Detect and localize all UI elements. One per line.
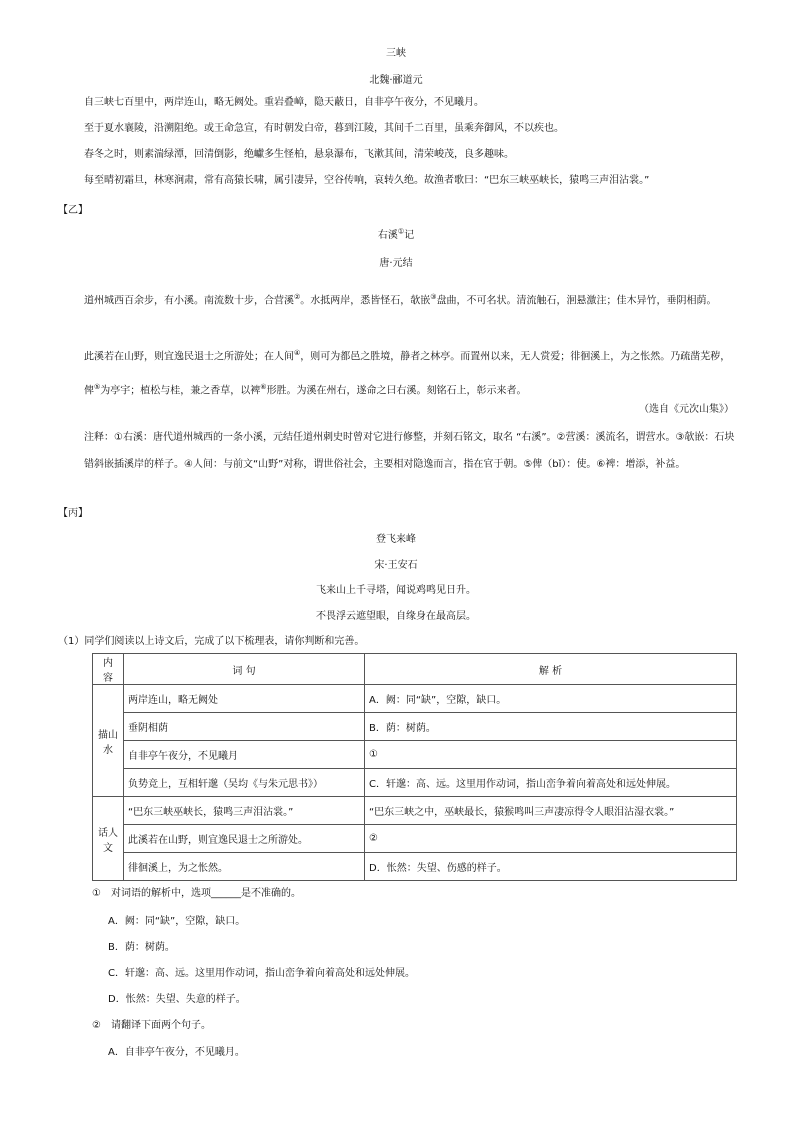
phrase-cell: 自非亭午夜分，不见曦月: [124, 741, 365, 769]
option-a: A．阙：同“缺”，空隙，缺口。: [108, 916, 246, 927]
answer-blank[interactable]: ______: [210, 888, 241, 899]
analysis-cell: “巴东三峡之中，巫峡最长，猿猴鸣叫三声凄凉得令人眼泪沾湿衣裳。”: [365, 797, 737, 825]
jia-paragraph-2: 至于夏水襄陵，沿溯阻绝。或王命急宣，有时朝发白帝，暮到江陵，其间千二百里，虽乘奔御风，不以疾也。: [84, 123, 564, 134]
phrase-cell: “巴东三峡巫峡长，猿鸣三声泪沾裳。”: [124, 797, 365, 825]
analysis-cell: ②: [365, 825, 737, 853]
bing-line-2: 不畏浮云遮望眼，自缘身在最高层。: [316, 611, 476, 622]
analysis-cell: C．轩邈：高、远。这里用作动词，指山峦争着向着高处和远处伸展。: [365, 769, 737, 797]
sub-question-1: ① 对词语的解析中，选项______是不准确的。: [92, 888, 301, 899]
category-cell: 描山水: [93, 685, 124, 797]
option-d: D．怅然：失望、失意的样子。: [108, 994, 246, 1005]
phrase-cell: 两岸连山，略无阙处: [124, 685, 365, 713]
sub-question-2: ② 请翻译下面两个句子。: [92, 1020, 211, 1031]
table-row: [93, 685, 737, 713]
phrase-cell: 徘徊溪上，为之怅然。: [124, 853, 365, 881]
bing-line-1: 飞来山上千寻塔，闻说鸡鸣见日升。: [316, 585, 476, 596]
table-header-row: [93, 654, 737, 685]
section-label-yi: 【乙】: [58, 205, 88, 216]
yi-author: 唐·元结: [379, 258, 413, 269]
header-content: 内 容: [93, 654, 124, 685]
table-row: [93, 741, 737, 769]
jia-paragraph-1: 自三峡七百里中，两岸连山，略无阙处。重岩叠嶂，隐天蔽日，自非亭午夜分，不见曦月。: [84, 97, 484, 108]
header-analysis: 解 析: [365, 654, 737, 685]
analysis-cell: B．荫：树荫。: [365, 713, 737, 741]
yi-paragraph-1: 道州城西百余步，有小溪。南流数十步，合营溪②。水抵两岸，悉皆怪石，欹嵌③盘曲，不可名状。清流触石，洄悬激注；佳木异竹，垂阴相荫。: [84, 293, 717, 307]
jia-author: 北魏·郦道元: [369, 75, 423, 86]
jia-paragraph-4: 每至晴初霜旦，林寒涧肃，常有高猿长啸，属引凄异，空谷传响，哀转久绝。故渔者歌曰：“巴东三峡巫峡长，猿鸣三声泪沾裳。”: [84, 175, 650, 186]
analysis-cell: A．阙：同“缺”，空隙，缺口。: [365, 685, 737, 713]
jia-paragraph-3: 春冬之时，则素湍绿潭，回清倒影，绝巘多生怪柏，悬泉瀑布，飞漱其间，清荣峻茂，良多趣味。: [84, 149, 514, 160]
question-stem: （1）同学们阅读以上诗文后，完成了以下梳理表，请你判断和完善。: [58, 636, 365, 647]
option-b: B．荫：树荫。: [108, 942, 175, 953]
table-row: [93, 797, 737, 825]
bing-author: 宋·王安石: [374, 560, 418, 571]
phrase-cell: 垂阴相荫: [124, 713, 365, 741]
category-cell: 话人文: [93, 797, 124, 881]
translate-sentence-a: A．自非亭午夜分，不见曦月。: [108, 1047, 245, 1058]
jia-title: 三峡: [386, 48, 406, 59]
analysis-table: [92, 653, 737, 881]
section-label-bing: 【丙】: [58, 508, 88, 519]
table-row: [93, 713, 737, 741]
note-marker: ①: [397, 227, 405, 236]
phrase-cell: 负势竞上，互相轩邈（吴均《与朱元思书》）: [124, 769, 365, 797]
yi-source: （选自《元次山集》）: [639, 404, 734, 415]
option-c: C．轩邈：高、远。这里用作动词，指山峦争着向着高处和远处伸展。: [108, 968, 415, 979]
analysis-cell: ①: [365, 741, 737, 769]
yi-paragraph-2: 此溪若在山野，则宜逸民退士之所游处；在人间④，则可为都邑之胜境，静者之林亭。而置州以来，无人赏爱；徘徊溪上，为之怅然。乃疏凿芜秽，俾⑤为亭宇；植松与桂，兼之香草，以裨⑥形胜。为溪在州右，遂命之曰右溪。刻铭石上，彰示来者。: [84, 349, 731, 397]
analysis-cell: D．怅然：失望、伤感的样子。: [365, 853, 737, 881]
phrase-cell: 此溪若在山野，则宜逸民退士之所游处。: [124, 825, 365, 853]
table-row: [93, 825, 737, 853]
yi-title: 右溪①记: [377, 227, 415, 241]
header-phrase: 词 句: [124, 654, 365, 685]
yi-notes: 注释：①右溪：唐代道州城西的一条小溪，元结任道州刺史时曾对它进行修整，并刻石铭文，取名 “右溪”。②营溪：溪流名，谓营水。③欹嵌：石块错斜嵌插溪岸的样子。④人间：与前文“山野”对称，谓世俗社会，主要相对隐逸而言，指在官于朝。⑤俾（bǐ）：使。⑥裨：增添，补益。: [84, 432, 735, 470]
table-row: [93, 769, 737, 797]
table-row: [93, 853, 737, 881]
bing-title: 登飞来峰: [376, 534, 416, 545]
